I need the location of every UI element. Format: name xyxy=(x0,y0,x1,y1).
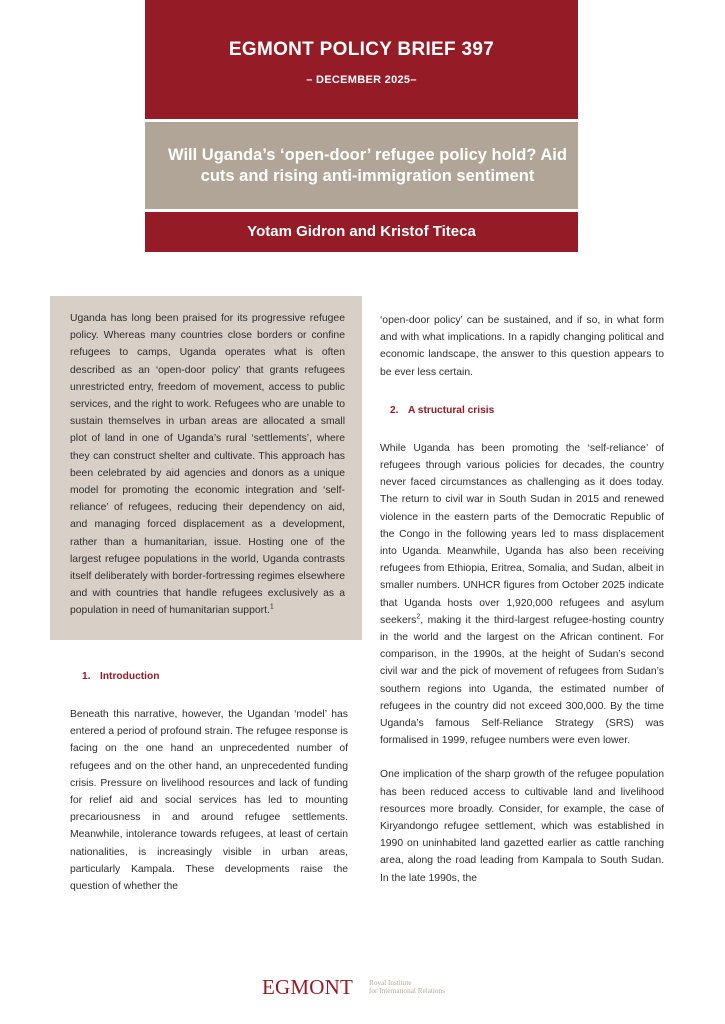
authors-band xyxy=(145,212,578,252)
logo-subtitle-line1: Royal Institute xyxy=(369,979,412,987)
paragraph-text: While Uganda has been promoting the ‘self-reliance’ of refugees through various policies for decades, the country never faced circumstances as challenging as it does today. The return to civil war in South Sudan in 2015 and renewed violence in the eastern parts of the Democratic Republic of the Congo in the following years led to mass displacement into Uganda. Meanwhile, Uganda has also been receiving refugees from Ethiopia, Eritrea, Somalia, and Sudan, albeit in smaller numbers. UNHCR figures from October 2025 indicate that Uganda hosts over 1,920,000 refugees and asylum seekers xyxy=(380,442,664,626)
abstract-box xyxy=(50,296,362,640)
title-band xyxy=(145,122,578,209)
section-title: Introduction xyxy=(100,671,160,682)
section-heading-structural-crisis xyxy=(380,402,664,419)
section-heading-introduction xyxy=(70,668,348,685)
logo-wordmark: EGMONT xyxy=(262,974,354,999)
publication-date: – DECEMBER 2025– xyxy=(306,74,417,86)
logo-subtitle-line2: for International Relations xyxy=(369,987,445,995)
paragraph xyxy=(380,440,664,750)
egmont-logo xyxy=(262,974,445,1000)
abstract-text xyxy=(70,310,345,620)
policy-brief-banner xyxy=(145,0,578,119)
paragraph: One implication of the sharp growth of the refugee population has been reduced access to cultivable land and livelihood resources more broadly. Consider, for example, the case of Kiryandongo refugee settlement, which was established in 1990 on uninhabited land gazetted earlier as cattle ranching area, along the road leading from Kampala to South Sudan. In the late 1990s, the xyxy=(380,769,664,884)
logo-subtitle xyxy=(369,979,445,995)
left-column xyxy=(70,668,348,895)
footnote-ref-2[interactable]: 2 xyxy=(416,613,421,621)
right-column xyxy=(380,312,664,887)
section-title: A structural crisis xyxy=(408,404,495,416)
paragraph: ‘open-door policy’ can be sustained, and if so, in what form and with what implications. In a rapidly changing political and economic landscape, the answer to this question appears to be ever less certain. xyxy=(380,315,664,378)
article-title: Will Uganda’s ‘open-door’ refugee policy hold? Aid cuts and rising anti-immigration sentiment xyxy=(168,146,567,185)
paragraph-text: , making it the third-largest refugee-hosting country in the world and the largest on the African continent. For comparison, in the 1990s, at the height of Sudan’s second civil war and the pick of movement of refugees from Sudan’s southern regions into Uganda, the estimated number of refugees in the country did not exceed 300,000. By the time Uganda’s famous Self-Reliance Strategy (SRS) was formalised in 1999, refugee numbers were even lower. xyxy=(380,614,664,747)
paragraph: Beneath this narrative, however, the Ugandan ‘model’ has entered a period of profound strain. The refugee response is facing on the one hand an unprecedented number of refugees and on the other hand, an unprecedented funding crisis. Pressure on livelihood resources and lack of funding for relief aid and social services has led to mounting precariousness in and around refugee settlements. Meanwhile, intolerance towards refugees, at least of certain nationalities, is increasingly visible in urban areas, particularly Kampala. These developments raise the question of whether the xyxy=(70,709,348,893)
section-number: 1. xyxy=(82,671,91,682)
footnote-ref-1[interactable]: 1 xyxy=(269,603,274,611)
section-number: 2. xyxy=(390,404,399,416)
series-title: EGMONT POLICY BRIEF 397 xyxy=(228,39,495,60)
abstract-body: Uganda has long been praised for its progressive refugee policy. Whereas many countries close borders or confine refugees to camps, Uganda operates what is often described as an ‘open-door policy’ that grants refugees unrestricted entry, freedom of movement, access to public services, and the right to work. Refugees who are unable to sustain themselves in urban areas are allocated a small plot of land in one of Uganda’s rural ‘settlements’, where they can construct shelter and cultivate. This approach has been celebrated by aid agencies and donors as a unique model for promoting the economic integration and ‘self-reliance’ of refugees, reducing their dependency on aid, and managing forced displacement as a development, rather than a humanitarian, issue. Hosting one of the largest refugee populations in the world, Uganda contrasts itself deliberately with border-fortressing regimes elsewhere and with countries that handle refugees exclusively as a population in need of humanitarian support. xyxy=(70,313,345,617)
authors: Yotam Gidron and Kristof Titeca xyxy=(247,223,476,240)
